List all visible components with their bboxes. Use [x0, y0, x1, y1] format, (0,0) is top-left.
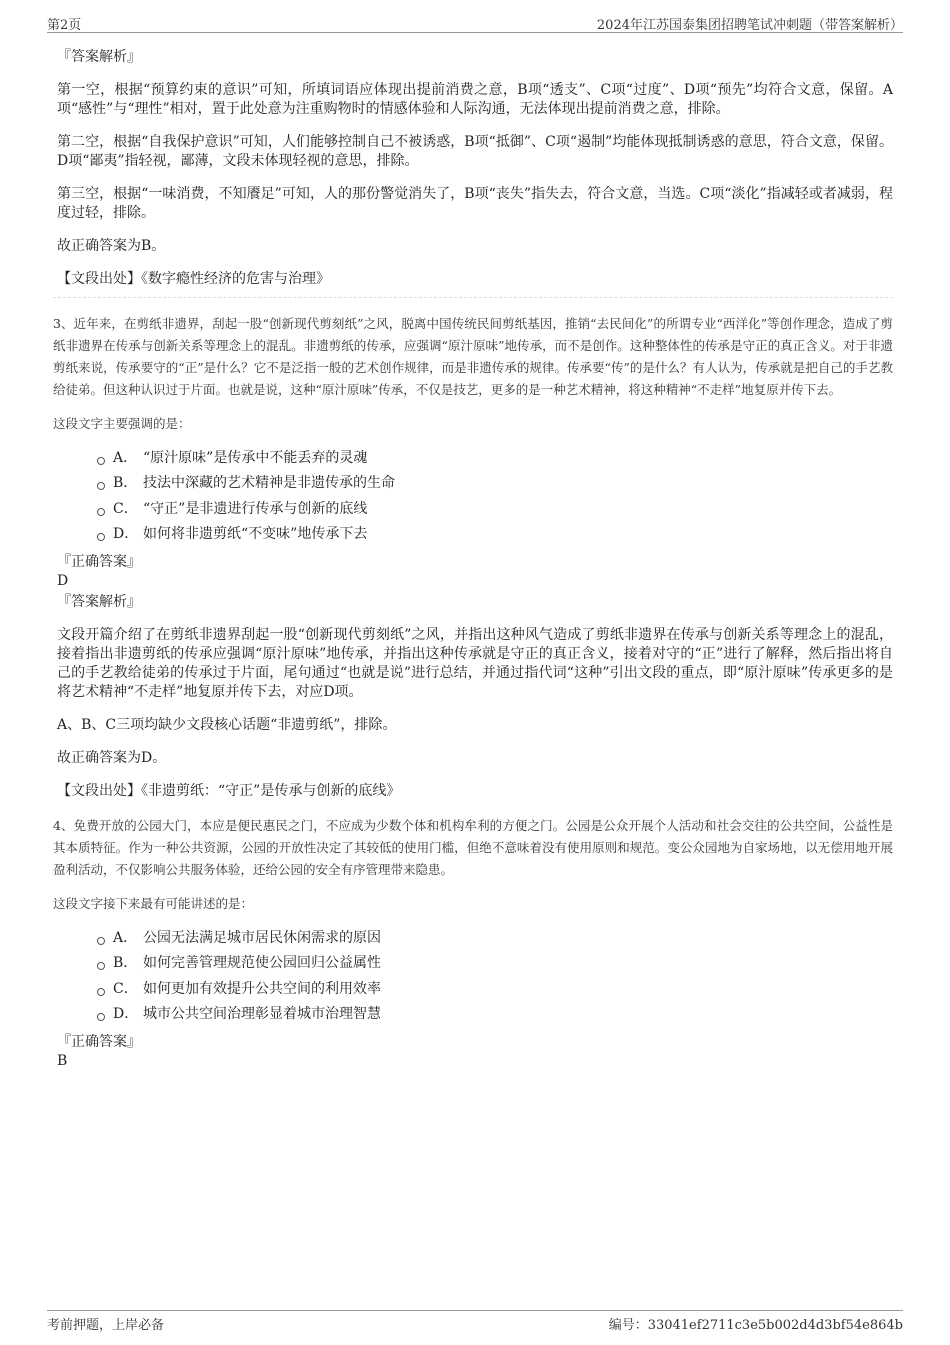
analysis-conclusion: 故正确答案为D。	[57, 750, 167, 766]
option-text: 技法中深藏的艺术精神是非遗传承的生命	[143, 475, 395, 492]
option-letter: A．	[113, 929, 138, 946]
option-text: 公园无法满足城市居民休闲需求的原因	[143, 929, 381, 946]
option-letter: B．	[113, 475, 138, 492]
option-c[interactable]	[97, 496, 893, 522]
question-4-prompt: 这段文字接下来最有可能讲述的是：	[53, 896, 254, 911]
option-a[interactable]	[97, 445, 893, 471]
question-4-text: 4、免费开放的公园大门，本应是便民惠民之门，不应成为少数个体和机构牟利的方便之门。公园是公众开展个人活动和社会交往的公共空间，公益性是其本质特征。作为一种公共资源，公园的开放性决定了其较低的使用门槛，但绝不意味着没有使用原则和规范。变公众园地为自家场地，以无偿用地开展盈利活动，不仅影响公共服务体验，还给公园的安全有序管理带来隐患。	[53, 818, 893, 877]
analysis-conclusion: 故正确答案为B。	[57, 238, 166, 254]
analysis-tag: 『答案解析』	[57, 49, 141, 65]
document-title: 2024年江苏国泰集团招聘笔试冲刺题（带答案解析）	[596, 18, 903, 33]
option-letter: C．	[113, 980, 138, 997]
option-b[interactable]	[97, 951, 893, 977]
correct-answer-tag: 『正确答案』	[57, 1034, 141, 1050]
radio-icon[interactable]	[97, 1013, 105, 1021]
analysis-paragraph: 第一空，根据“预算约束的意识”可知，所填词语应体现出提前消费之意，B项“透支”、C项“过度”、D项“预先”均符合文意，保留。A项“感性”与“理性”相对，置于此处意为注重购物时的情感体验和人际沟通，无法体现出提前消费之意，排除。	[57, 82, 893, 117]
radio-icon[interactable]	[97, 962, 105, 970]
radio-icon[interactable]	[97, 988, 105, 996]
option-b[interactable]	[97, 471, 893, 497]
question-4-options	[97, 925, 893, 1027]
option-text: 如何更加有效提升公共空间的利用效率	[143, 980, 381, 997]
option-letter: B．	[113, 955, 138, 972]
radio-icon[interactable]	[97, 508, 105, 516]
question-3-text: 3、近年来，在剪纸非遗界，刮起一股“创新现代剪刻纸”之风，脱离中国传统民间剪纸基因，推销“去民间化”的所谓专业“西洋化”等创作理念，造成了剪纸非遗界在传承与创新关系等理念上的混乱。非遗剪纸的传承，应强调“原汁原味”地传承，而不是创作。这种整体性的传承是守正的真正含义。对于非遗剪纸来说，传承要守的“正”是什么？它不是泛指一般的艺术创作规律，而是非遗传承的规律。传承要“传”的是什么？有人认为，传承就是把自己的手艺教给徒弟。但这种认识过于片面。也就是说，这种“原汁原味”传承，不仅是技艺，更多的是一种艺术精神，将这种精神“不走样”地复原并传下去。	[53, 316, 893, 397]
radio-icon[interactable]	[97, 533, 105, 541]
source-citation: 【文段出处】《数字瘾性经济的危害与治理》	[57, 271, 330, 287]
option-d[interactable]	[97, 1002, 893, 1028]
option-text: 如何将非遗剪纸“不变味”地传承下去	[143, 526, 368, 543]
option-a[interactable]	[97, 925, 893, 951]
analysis-paragraph: A、B、C三项均缺少文段核心话题“非遗剪纸”，排除。	[57, 717, 397, 733]
option-text: 城市公共空间治理彰显着城市治理智慧	[143, 1006, 381, 1023]
radio-icon[interactable]	[97, 457, 105, 465]
document-code: 编号：33041ef2711c3e5b002d4d3bf54e864b	[608, 1318, 903, 1333]
option-c[interactable]	[97, 976, 893, 1002]
question-3-prompt: 这段文字主要强调的是：	[53, 416, 191, 431]
page-number: 第2页	[47, 18, 82, 33]
option-letter: D．	[113, 526, 139, 543]
option-text: 如何完善管理规范使公园回归公益属性	[143, 955, 381, 972]
source-citation: 【文段出处】《非遗剪纸：“守正”是传承与创新的底线》	[57, 783, 401, 799]
analysis-paragraph: 文段开篇介绍了在剪纸非遗界刮起一股“创新现代剪刻纸”之风，并指出这种风气造成了剪纸非遗界在传承与创新关系等理念上的混乱，接着指出非遗剪纸的传承应强调“原汁原味”地传承，并指出这种传承就是守正的真正含义，接着对守的“正”进行了解释，然后指出将自己的手艺教给徒弟的传承过于片面，尾句通过“也就是说”进行总结，并通过指代词“这种”引出文段的重点，即“原汁原味”传承更多的是将艺术精神“不走样”地复原并传下去，对应D项。	[57, 627, 893, 700]
correct-answer: D	[57, 573, 69, 589]
page-content	[53, 48, 893, 1071]
page-footer	[47, 1310, 903, 1333]
radio-icon[interactable]	[97, 937, 105, 945]
option-d[interactable]	[97, 522, 893, 548]
radio-icon[interactable]	[97, 482, 105, 490]
footer-slogan: 考前押题，上岸必备	[47, 1318, 165, 1333]
analysis-paragraph: 第三空，根据“一味消费，不知餍足”可知，人的那份警觉消失了，B项“丧失”指失去，符合文意，当选。C项“淡化”指减轻或者减弱，程度过轻，排除。	[57, 186, 893, 221]
option-letter: C．	[113, 500, 138, 517]
page-header	[47, 12, 903, 33]
analysis-tag: 『答案解析』	[57, 594, 141, 610]
correct-answer-tag: 『正确答案』	[57, 554, 141, 570]
analysis-paragraph: 第二空，根据“自我保护意识”可知，人们能够控制自己不被诱惑，B项“抵御”、C项“遏制”均能体现抵制诱惑的意思，符合文意，保留。D项“鄙夷”指轻视，鄙薄，文段未体现轻视的意思，排除。	[57, 134, 893, 169]
question-divider	[53, 297, 893, 299]
question-3-options	[97, 445, 893, 547]
correct-answer: B	[57, 1053, 68, 1069]
option-text: “原汁原味”是传承中不能丢弃的灵魂	[143, 449, 368, 466]
option-letter: A．	[113, 449, 138, 466]
option-letter: D．	[113, 1006, 139, 1023]
option-text: “守正”是非遗进行传承与创新的底线	[143, 500, 368, 517]
